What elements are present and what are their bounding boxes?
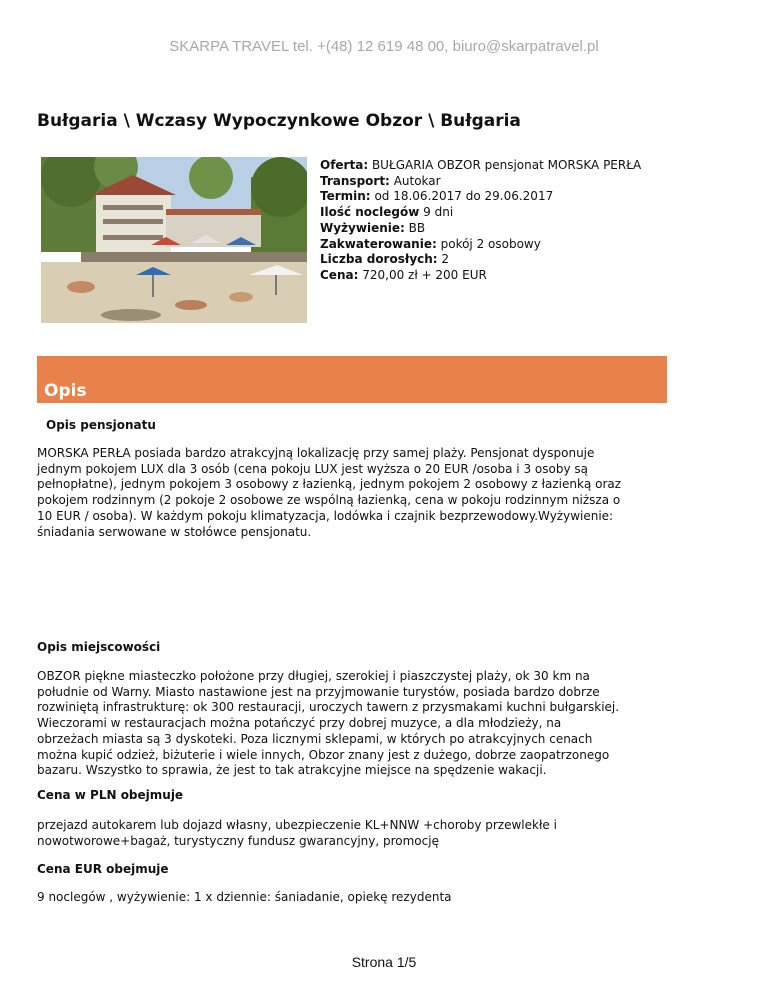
text-line: OBZOR piękne miasteczko położone przy długiej, szerokiej i piaszczystej plaży, ok 30 km na xyxy=(37,669,590,683)
offer-label: Cena: xyxy=(320,267,359,282)
section-title: Opis xyxy=(44,381,87,401)
text-line: pełnopłatne), jednym pokojem 3 osobowy z łazienką, jednym pokojem 2 osobowy z łazienką oraz xyxy=(37,477,622,492)
offer-label: Termin: xyxy=(320,189,371,204)
text-line: śniadania serwowane w stołówce pensjonatu. xyxy=(37,524,312,539)
text-line: południe od Warny. Miasto nastawione jest na przyjmowanie turystów, posiada bardzo dobrze xyxy=(37,684,600,699)
offer-row-wyzywienie xyxy=(320,221,740,237)
page-number: Strona 1/5 xyxy=(351,954,417,970)
text-line: jednym pokojem LUX dla 3 osób (cena pokoju LUX jest wyższa o 20 EUR /osoba i 3 osoby są xyxy=(37,461,588,476)
offer-label: Liczba dorosłych: xyxy=(320,252,438,267)
offer-value: pokój 2 osobowy xyxy=(440,236,541,251)
offer-value: BUŁGARIA OBZOR pensjonat MORSKA PERŁA xyxy=(371,158,642,172)
offer-value: BB xyxy=(408,220,426,235)
offer-row-zakwaterowanie xyxy=(320,237,740,253)
offer-label: Zakwaterowanie: xyxy=(320,236,437,251)
text-line: rozwiniętą infrastrukturę: ok 300 restauracji, uroczych tawern z przysmakami kuchni bułgarskiej. xyxy=(37,700,620,715)
offer-value: 720,00 zł + 200 EUR xyxy=(362,267,487,282)
text-line: pokojem rodzinnym (2 pokoje 2 osobowe ze wspólną łazienką, cena w pokoju rodzinnym niższa o xyxy=(37,493,621,508)
text-line: 9 noclegów , wyżywienie: 1 x dziennie: śaniadanie, opiekę rezydenta xyxy=(37,890,452,904)
text-line: przejazd autokarem lub dojazd własny, ubezpieczenie KL+NNW +choroby przewlekłe i xyxy=(37,818,557,832)
offer-label: Wyżywienie: xyxy=(320,220,405,235)
heading-cena-pln: Cena w PLN obejmuje xyxy=(37,788,184,802)
heading-opis-pensjonatu: Opis pensjonatu xyxy=(46,418,156,432)
offer-row-noclegi xyxy=(320,205,740,221)
offer-row-cena xyxy=(320,268,740,284)
offer-value: od 18.06.2017 do 29.06.2017 xyxy=(374,189,554,204)
paragraph-opis-pensjonatu xyxy=(37,446,677,540)
offer-details xyxy=(320,158,740,284)
offer-label: Oferta: xyxy=(320,158,369,172)
page-header-contact: SKARPA TRAVEL tel. +(48) 12 619 48 00, biuro@skarpatravel.pl xyxy=(169,38,599,55)
offer-value: 9 dni xyxy=(423,205,454,220)
section-bar-opis xyxy=(37,356,667,403)
heading-cena-eur: Cena EUR obejmuje xyxy=(37,862,169,876)
offer-row-dorosli xyxy=(320,252,740,268)
text-line: bazaru. Wszystko to sprawia, że jest to tak atrakcyjne miejsce na spędzenie wakacji. xyxy=(37,763,547,778)
offer-row-termin xyxy=(320,189,740,205)
offer-label: Ilość noclegów xyxy=(320,205,420,220)
paragraph-cena-pln xyxy=(37,818,677,849)
text-line: MORSKA PERŁA posiada bardzo atrakcyjną lokalizację przy samej plaży. Pensjonat dysponuje xyxy=(37,446,595,460)
text-line: można kupić odzież, biżuterie i wiele innych, Obzor znany jest z dużego, dobrze zaopatrzonego xyxy=(37,747,610,762)
text-line: 10 EUR / osoba). W każdym pokoju klimatyzacja, lodówka i czajnik bezprzewodowy.Wyżywienie: xyxy=(37,508,614,523)
paragraph-opis-miejscowosci xyxy=(37,669,677,779)
text-line: nowotworowe+bagaż, turystyczny fundusz gwarancyjny, promocję xyxy=(37,833,439,848)
hotel-photo xyxy=(41,157,307,323)
offer-row-transport xyxy=(320,174,740,190)
page-title: Bułgaria \ Wczasy Wypoczynkowe Obzor \ Bułgaria xyxy=(37,111,521,131)
offer-value: 2 xyxy=(441,252,450,267)
heading-opis-miejscowosci: Opis miejscowości xyxy=(37,640,161,654)
text-line: Wieczorami w restauracjach można potańczyć przy dobrej muzyce, a dla młodzieży, na xyxy=(37,716,562,731)
offer-label: Transport: xyxy=(320,173,390,188)
offer-row-oferta xyxy=(320,158,740,174)
offer-value: Autokar xyxy=(393,173,441,188)
text-line: obrzeżach miasta są 3 dyskoteki. Poza licznymi sklepami, w których po atrakcyjnych cenach xyxy=(37,731,593,746)
paragraph-cena-eur xyxy=(37,890,677,906)
